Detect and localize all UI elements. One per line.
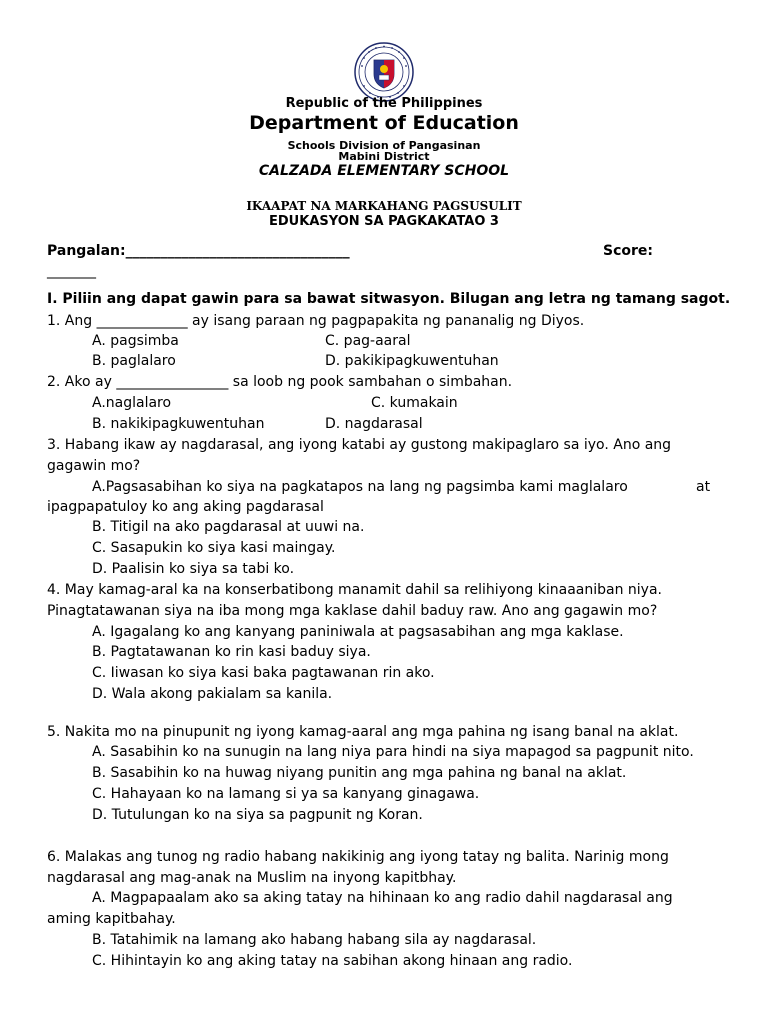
q1-choice-b: B. paglalaro [92, 353, 176, 369]
q6-choice-b: B. Tatahimik na lamang ako habang habang sila ay nagdarasal. [92, 932, 537, 948]
q3-choice-a-at: at [696, 479, 711, 495]
q3-choice-a-cont: ipagpapatuloy ko ang aking pagdarasal [47, 499, 324, 515]
q1-choice-a: A. pagsimba [92, 333, 179, 349]
q3-choice-a: A.Pagsasabihan ko siya na pagkatapos na lang ng pagsimba kami maglalaro [92, 479, 628, 495]
district-heading: Mabini District [338, 150, 430, 163]
score-label: Score: [603, 243, 653, 259]
subject-title: EDUKASYON SA PAGKAKATAO 3 [269, 214, 499, 229]
q4-choice-c: C. Iiwasan ko siya kasi baka pagtawanan rin ako. [92, 665, 435, 681]
q2-choice-a: A.naglalaro [92, 395, 172, 411]
department-heading: Department of Education [249, 112, 519, 134]
republic-heading: Republic of the Philippines [285, 96, 483, 111]
q2-stem: 2. Ako ay ________________ sa loob ng pook sambahan o simbahan. [47, 374, 513, 390]
q2-choice-d: D. nagdarasal [325, 416, 423, 432]
q6-choice-a: A. Magpapaalam ako sa aking tatay na hihinaan ko ang radio dahil nagdarasal ang [92, 890, 673, 906]
q5-choice-d: D. Tutulungan ko na siya sa pagpunit ng Koran. [92, 807, 423, 823]
exam-title: IKAAPAT NA MARKAHANG PAGSUSULIT [246, 199, 522, 213]
q2-choice-b: B. nakikipagkuwentuhan [92, 416, 265, 432]
q6-choice-c: C. Hihintayin ko ang aking tatay na sabihan akong hinaan ang radio. [92, 953, 573, 969]
q3-choice-c: C. Sasapukin ko siya kasi maingay. [92, 540, 336, 556]
q6-choice-a-cont: aming kapitbahay. [47, 911, 176, 927]
division-heading: Schools Division of Pangasinan [287, 139, 481, 152]
q3-stem-line-2: gagawin mo? [47, 458, 141, 474]
q5-choice-b: B. Sasabihin ko na huwag niyang punitin ang mga pahina ng banal na aklat. [92, 765, 627, 781]
q1-stem: 1. Ang _____________ ay isang paraan ng pagpapakita ng pananalig ng Diyos. [47, 313, 585, 329]
q5-stem: 5. Nakita mo na pinupunit ng iyong kamag-aaral ang mga pahina ng isang banal na aklat. [47, 724, 679, 740]
q4-stem-line-1: 4. May kamag-aral ka na konserbatibong manamit dahil sa relihiyong kinaaaniban niya. [47, 582, 662, 598]
q1-choice-c: C. pag-aaral [325, 333, 411, 349]
q1-choice-d: D. pakikipagkuwentuhan [325, 353, 499, 369]
q3-choice-d: D. Paalisin ko siya sa tabi ko. [92, 561, 295, 577]
deped-seal-logo [354, 42, 414, 102]
q3-choice-b: B. Titigil na ako pagdarasal at uuwi na. [92, 519, 365, 535]
q4-stem-line-2: Pinagtatawanan siya na iba mong mga kaklase dahil baduy raw. Ano ang gagawin mo? [47, 603, 658, 619]
name-field-label: Pangalan:________________________________ [47, 243, 350, 259]
score-blank-line: _______ [47, 263, 96, 279]
q6-stem-line-1: 6. Malakas ang tunog ng radio habang nakikinig ang iyong tatay ng balita. Narinig mong [47, 849, 669, 865]
q5-choice-c: C. Hahayaan ko na lamang si ya sa kanyang ginagawa. [92, 786, 480, 802]
school-name: CALZADA ELEMENTARY SCHOOL [258, 163, 510, 179]
instructions: I. Piliin ang dapat gawin para sa bawat sitwasyon. Bilugan ang letra ng tamang sagot. [47, 291, 731, 307]
q3-stem-line-1: 3. Habang ikaw ay nagdarasal, ang iyong katabi ay gustong makipaglaro sa iyo. Ano ang [47, 437, 672, 453]
q4-choice-b: B. Pagtatawanan ko rin kasi baduy siya. [92, 644, 371, 660]
q4-choice-d: D. Wala akong pakialam sa kanila. [92, 686, 333, 702]
q2-choice-c: C. kumakain [371, 395, 458, 411]
q6-stem-line-2: nagdarasal ang mag-anak na Muslim na inyong kapitbhay. [47, 870, 457, 886]
q4-choice-a: A. Igagalang ko ang kanyang paniniwala at pagsasabihan ang mga kaklase. [92, 624, 624, 640]
q5-choice-a: A. Sasabihin ko na sunugin na lang niya para hindi na siya mapagod sa pagpunit nito. [92, 744, 694, 760]
